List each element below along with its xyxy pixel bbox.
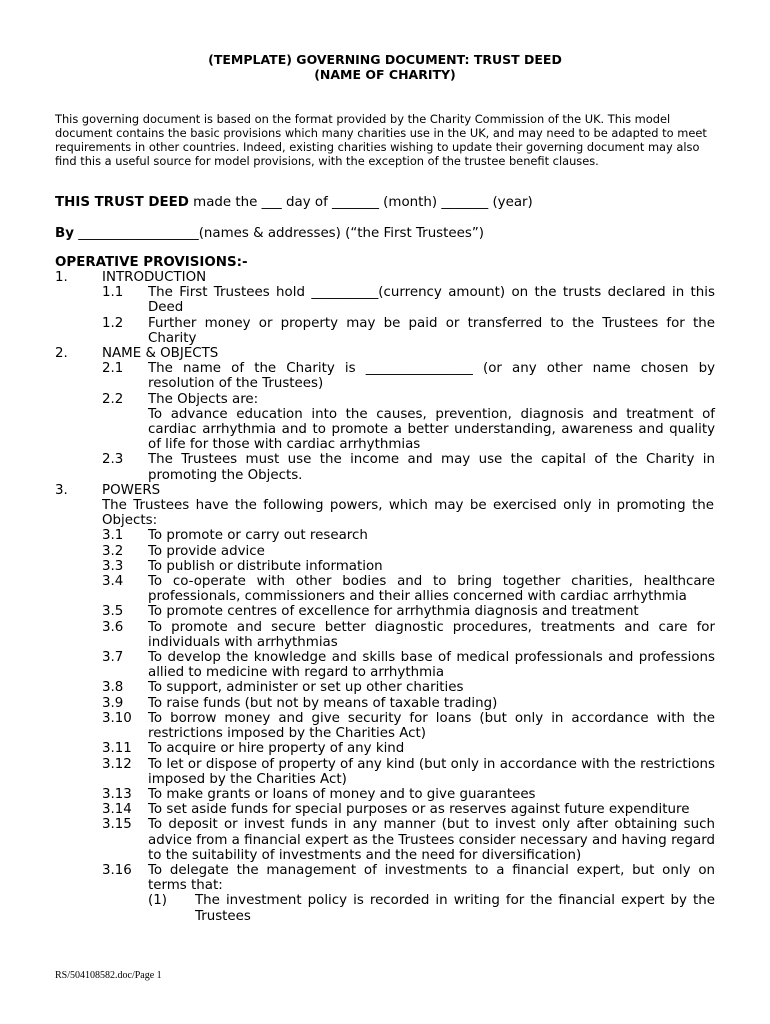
clause-text: To provide advice — [148, 543, 265, 559]
clause-text: The name of the Charity is ________________ (or any other name chosen by resolution of the Trustees) — [148, 361, 715, 392]
section-number: 3. — [55, 482, 68, 498]
clause-number: 3.5 — [102, 604, 124, 620]
clause-text: The Trustees must use the income and may use the capital of the Charity in promoting the Objects. — [148, 452, 715, 483]
clause — [0, 452, 770, 482]
clause — [0, 817, 770, 863]
intro-text: This governing document is based on the format provided by the Charity Commission of the UK. This model document contains the basic provisions which many charities use in the UK, and may need to be adapted to meet requirements in other countries. Indeed, existing charities wishing to update their governing document may also find this a useful source for model provisions, with the exception of the trustee benefit clauses. — [55, 112, 707, 168]
sub-clause-text: The investment policy is recorded in writing for the financial expert by the Trustees — [195, 893, 715, 924]
provisions-body — [0, 270, 770, 924]
clause — [0, 680, 770, 695]
section-title: POWERS — [102, 482, 161, 498]
deed-label: THIS TRUST DEED — [55, 195, 189, 210]
clause — [0, 741, 770, 756]
clause-text: To promote and secure better diagnostic procedures, treatments and care for individuals with arrhythmias — [148, 619, 715, 650]
clause-text: To co-operate with other bodies and to bring together charities, healthcare professionals, commissioners and their allies concerned with cardiac arrhythmia — [148, 574, 715, 605]
clause-number: 3.1 — [102, 528, 124, 544]
clause-text: To promote centres of excellence for arrhythmia diagnosis and treatment — [148, 604, 639, 620]
clause — [0, 361, 770, 391]
clause-number: 3.4 — [102, 574, 124, 590]
clause — [0, 544, 770, 559]
clause — [0, 392, 770, 407]
clause — [0, 863, 770, 893]
sub-clause-number: (1) — [148, 893, 167, 909]
clause-number: 3.8 — [102, 680, 124, 696]
section-heading — [0, 483, 770, 498]
section-heading — [0, 270, 770, 285]
clause — [0, 604, 770, 619]
clause-text: To deposit or invest funds in any manner (but to invest only after obtaining such advice from a financial expert as the Trustees consider necessary and having regard to the suitability of investments and the need for diversification) — [148, 817, 715, 863]
clause-text: To promote or carry out research — [148, 528, 368, 544]
clause-number: 2.3 — [102, 452, 124, 468]
clause — [0, 757, 770, 787]
clause-number: 2.2 — [102, 391, 124, 407]
clause-number: 3.14 — [102, 802, 132, 818]
clause-number: 3.3 — [102, 558, 124, 574]
clause — [0, 787, 770, 802]
clause — [0, 696, 770, 711]
section-title: NAME & OBJECTS — [102, 346, 219, 362]
deed-details: made the ___ day of _______ (month) _______ (year) — [188, 195, 533, 210]
page-footer: RS/504108582.doc/Page 1 — [55, 970, 162, 981]
clause — [0, 650, 770, 680]
section-heading — [0, 346, 770, 361]
clause — [0, 711, 770, 741]
clause-number: 3.7 — [102, 650, 124, 666]
sub-clause — [0, 893, 770, 923]
operative-provisions-heading: OPERATIVE PROVISIONS:- — [55, 255, 248, 270]
clause-text: The Objects are: — [148, 391, 259, 407]
clause — [0, 802, 770, 817]
clause-extra — [0, 407, 770, 453]
document-title-line2: (NAME OF CHARITY) — [314, 67, 456, 82]
clause-number: 3.6 — [102, 619, 124, 635]
clause-number: 3.2 — [102, 543, 124, 559]
clause-text: To raise funds (but not by means of taxable trading) — [148, 695, 498, 711]
clause-number: 1.2 — [102, 315, 124, 331]
clause-number: 1.1 — [102, 285, 124, 301]
section-lead: The Trustees have the following powers, which may be exercised only in promoting the Objects: — [102, 498, 714, 529]
clause-text: To delegate the management of investments to a financial expert, but only on terms that: — [148, 862, 715, 894]
clause — [0, 316, 770, 346]
clause — [0, 620, 770, 650]
section-title: INTRODUCTION — [102, 270, 207, 285]
by-details: __________________(names & addresses) (“the First Trustees”) — [73, 226, 485, 241]
clause-text: To acquire or hire property of any kind — [148, 741, 405, 757]
clause-text: To set aside funds for special purposes or as reserves against future expenditure — [148, 802, 690, 818]
clause — [0, 285, 770, 315]
clause-number: 3.15 — [102, 817, 132, 833]
section-number: 2. — [55, 346, 68, 362]
clause-text: To let or dispose of property of any kind (but only in accordance with the restrictions imposed by the Charities Act) — [148, 756, 715, 787]
section-number: 1. — [55, 270, 68, 285]
clause — [0, 574, 770, 604]
clause-text: To support, administer or set up other charities — [148, 680, 464, 696]
clause-number: 3.13 — [102, 786, 132, 802]
clause-text: To develop the knowledge and skills base of medical professionals and professions allied to medicine with regard to arrhythmia — [148, 650, 715, 681]
clause-text: To borrow money and give security for loans (but only in accordance with the restrictions imposed by the Charities Act) — [148, 710, 715, 742]
by-label: By — [55, 226, 74, 241]
clause — [0, 559, 770, 574]
clause-number: 3.12 — [102, 756, 132, 772]
clause-number: 3.9 — [102, 695, 124, 711]
clause-text: The First Trustees hold __________(currency amount) on the trusts declared in this Deed — [148, 285, 715, 316]
clause-number: 3.10 — [102, 710, 132, 726]
clause-text: Further money or property may be paid or transferred to the Trustees for the Charity — [148, 315, 715, 346]
clause-text: To make grants or loans of money and to give guarantees — [148, 786, 536, 802]
by-line — [55, 226, 715, 242]
deed-line — [55, 195, 715, 211]
clause-text: To publish or distribute information — [148, 558, 383, 574]
clause-number: 3.11 — [102, 741, 132, 757]
intro-paragraph — [55, 112, 715, 168]
document-title-line1: (TEMPLATE) GOVERNING DOCUMENT: TRUST DEED — [208, 52, 562, 67]
clause-number: 3.16 — [102, 862, 132, 878]
clause — [0, 528, 770, 543]
clause-number: 2.1 — [102, 361, 124, 377]
clause-extra-text: To advance education into the causes, prevention, diagnosis and treatment of cardiac arrhythmia and to promote a better understanding, awareness and quality of life for those with cardiac arrhythmias — [148, 406, 715, 453]
